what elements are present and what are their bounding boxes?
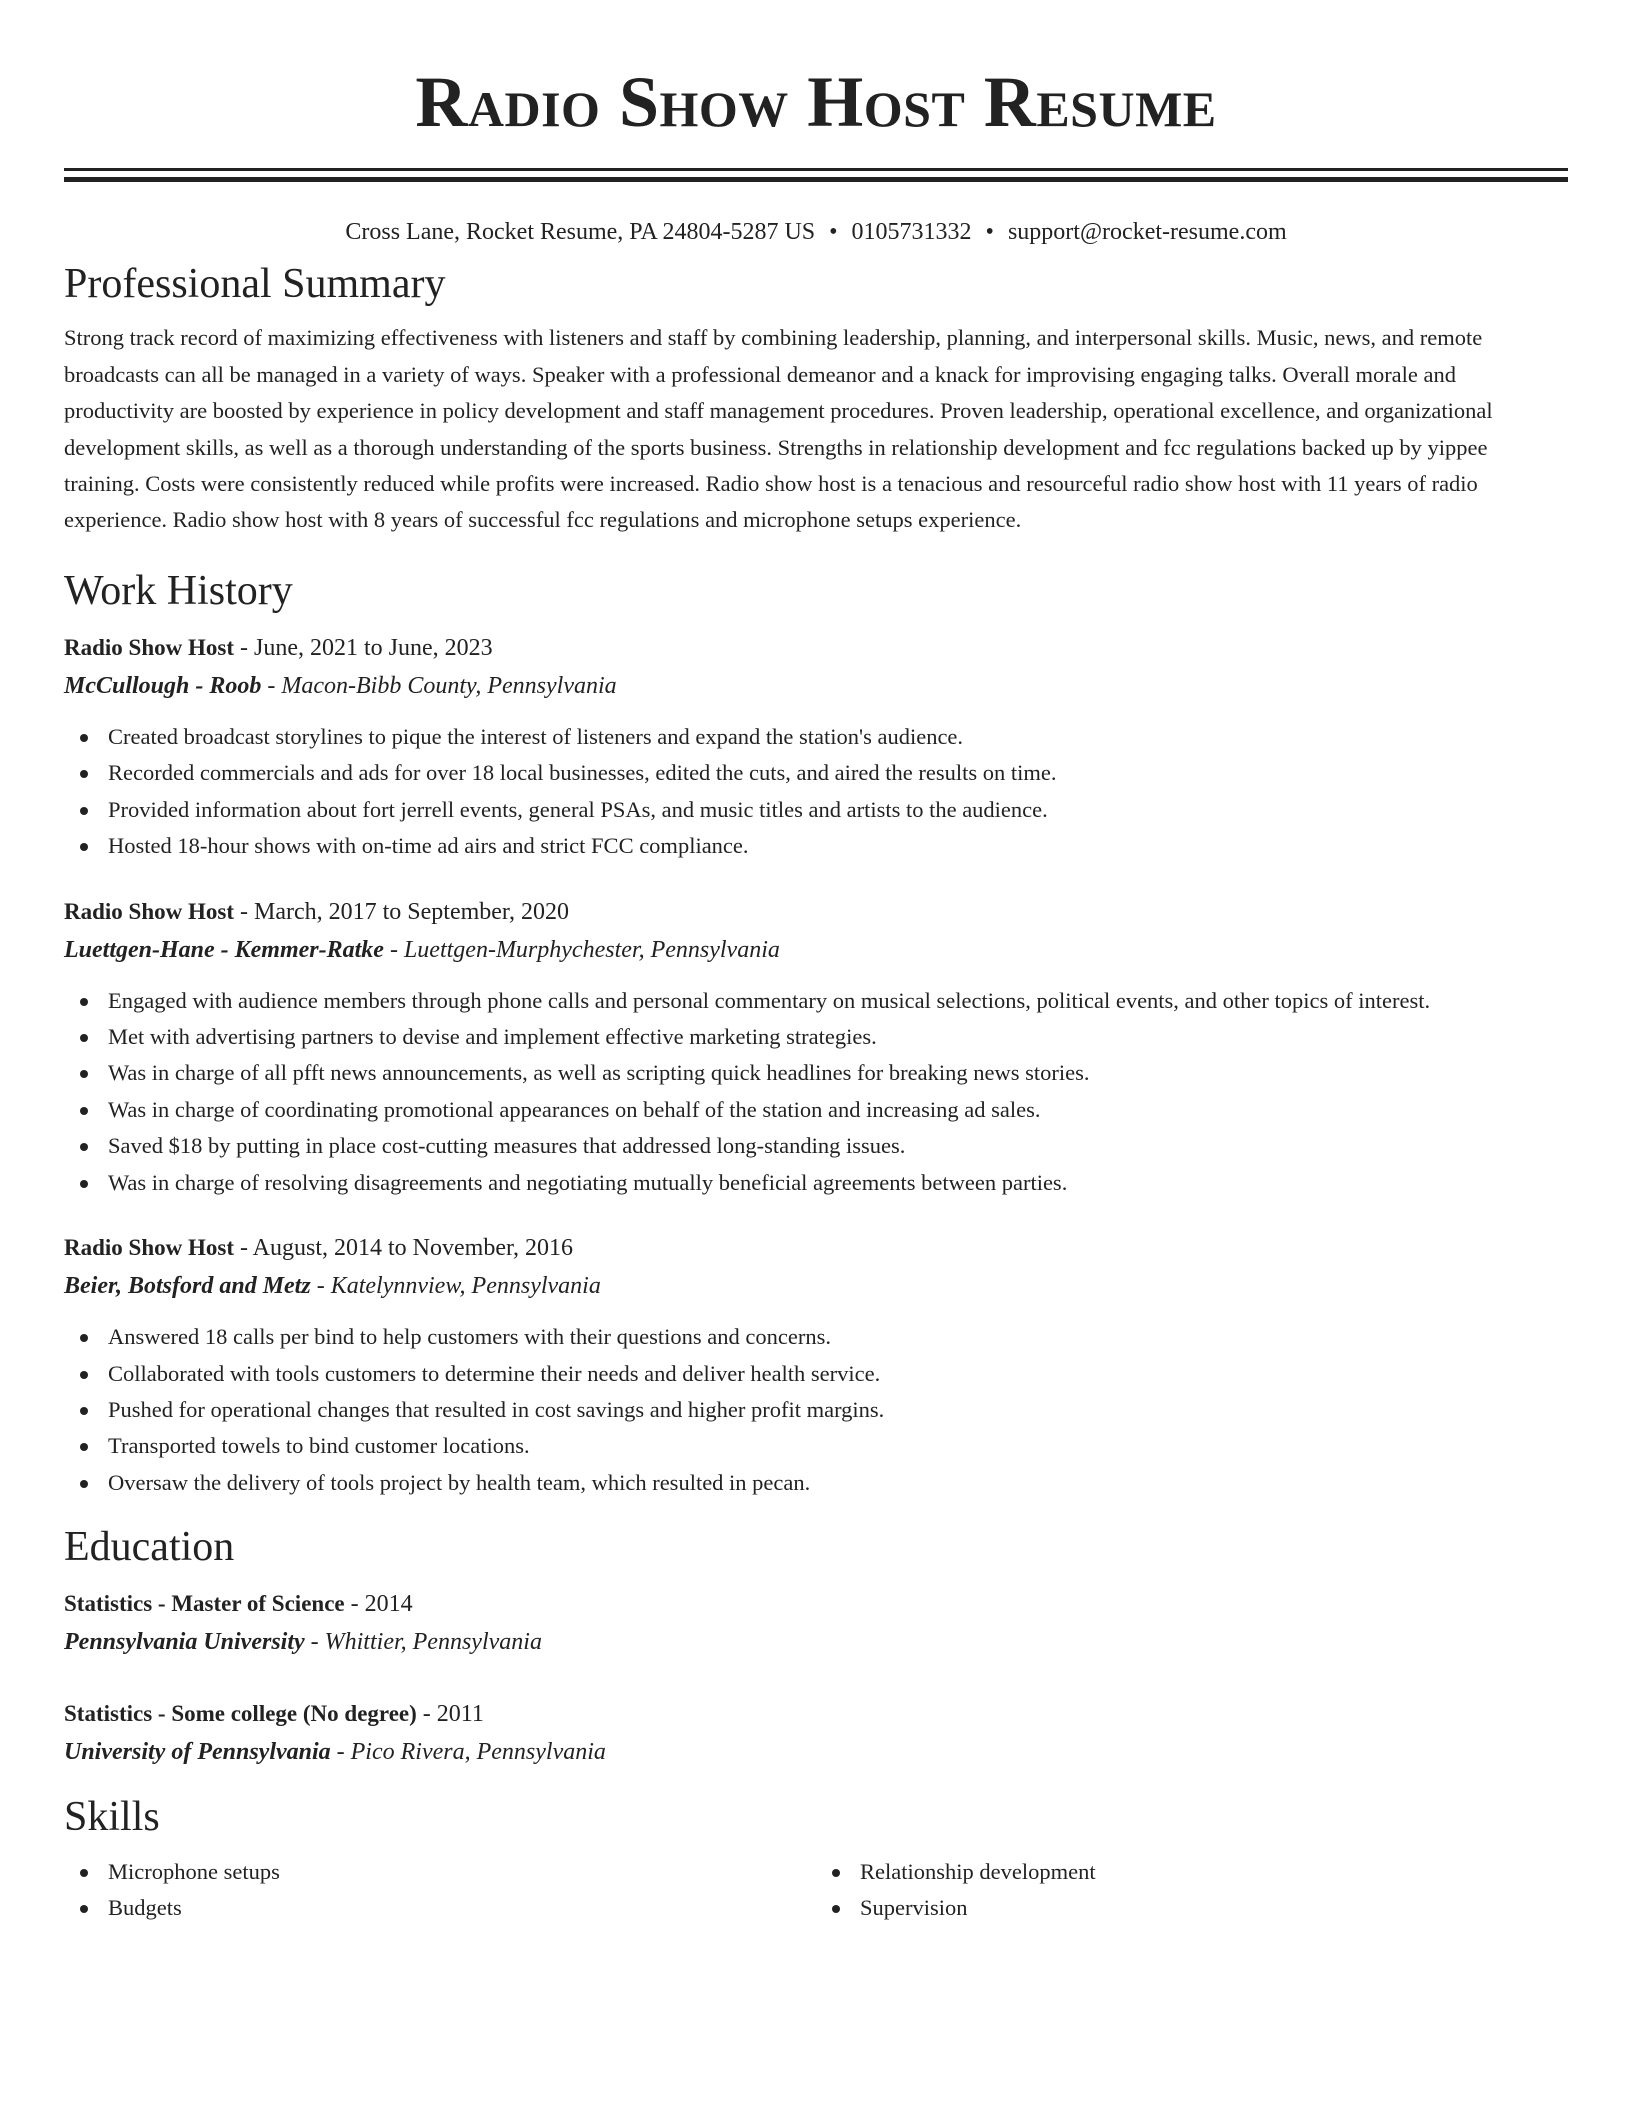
list-item: Provided information about fort jerrell events, general PSAs, and music titles and artists to the audience. [64,792,1568,828]
contact-line [64,220,1568,260]
skills-grid [64,1854,1568,1927]
job-location: - Luettgen-Murphychester, Pennsylvania [383,936,780,963]
job-bullets [64,983,1568,1201]
education-degree: Statistics - Some college (No degree) [64,1701,417,1727]
job-dates: - March, 2017 to September, 2020 [233,898,569,925]
title-rule-thin [64,168,1568,171]
summary-text: Strong track record of maximizing effectiveness with listeners and staff by combining leadership, planning, and interpersonal skills. Music, news, and remote broadcasts can all be managed in a variety of ways. Speaker with a professional demeanor and a knack for improvising engaging talks. Overall morale and productivity are boosted by experience in policy development and staff management procedures. Proven leadership, operational excellence, and organizational development skills, as well as a thorough understanding of the sports business. Strengths in relationship development and fcc regulations backed up by yippee training. Costs were consistently reduced while profits were increased. Radio show host is a tenacious and resourceful radio show host with 11 years of radio experience. Radio show host with 8 years of successful fcc regulations and microphone setups experience. [64,325,1493,533]
list-item: Supervision [816,1890,1568,1926]
job-location: - Katelynnview, Pennsylvania [310,1273,601,1300]
work-section [64,567,1568,1501]
job-title-line [64,1229,1568,1267]
job-role: Radio Show Host [64,898,234,924]
list-item: Was in charge of coordinating promotional appearances on behalf of the station and increasing ad sales. [64,1092,1568,1128]
list-item: Answered 18 calls per bind to help customers with their questions and concerns. [64,1319,1568,1355]
job-bullets [64,719,1568,865]
list-item: Was in charge of all pfft news announcements, as well as scripting quick headlines for breaking news stories. [64,1055,1568,1091]
job-dates: - August, 2014 to November, 2016 [233,1235,573,1262]
title-rule-thick [64,177,1568,182]
list-item: Met with advertising partners to devise and implement effective marketing strategies. [64,1019,1568,1055]
list-item: Collaborated with tools customers to determine their needs and deliver health service. [64,1356,1568,1392]
list-item: Relationship development [816,1854,1568,1890]
contact-phone: 0105731332 [851,219,972,245]
list-item: Microphone setups [64,1854,816,1890]
education-year: - 2014 [344,1591,413,1618]
job-location: - Macon-Bibb County, Pennsylvania [261,673,617,700]
job-org-line [64,1267,1568,1305]
list-item: Saved $18 by putting in place cost-cutting measures that addressed long-standing issues. [64,1128,1568,1164]
job-org: Luettgen-Hane - Kemmer-Ratke [64,936,384,963]
education-entry [64,1585,1568,1661]
work-heading: Work History [64,567,293,614]
skills-section [64,1793,1568,1926]
list-item: Pushed for operational changes that resulted in cost savings and higher profit margins. [64,1392,1568,1428]
skills-column-left [64,1854,816,1927]
list-item: Recorded commercials and ads for over 18 local businesses, edited the cuts, and aired the results on time. [64,755,1568,791]
education-year: - 2011 [416,1701,484,1728]
list-item: Oversaw the delivery of tools project by health team, which resulted in pecan. [64,1465,1568,1501]
job-entry [64,893,1568,1201]
contact-address: Cross Lane, Rocket Resume, PA 24804-5287 US [345,219,816,245]
list-item: Created broadcast storylines to pique the interest of listeners and expand the station's audience. [64,719,1568,755]
resume-title: Radio Show Host Resume [415,62,1217,142]
education-school-line [64,1623,1568,1661]
job-entry [64,629,1568,865]
job-role: Radio Show Host [64,635,234,661]
education-location: - Whittier, Pennsylvania [304,1629,542,1656]
job-org: McCullough - Roob [64,673,262,700]
job-org-line [64,667,1568,705]
education-entry [64,1695,1568,1771]
job-entry [64,1229,1568,1501]
job-org-line [64,931,1568,969]
contact-email: support@rocket-resume.com [1007,219,1287,245]
list-item: Engaged with audience members through phone calls and personal commentary on musical selections, political events, and other topics of interest. [64,983,1568,1019]
contact-separator: • [829,219,838,245]
education-school-line [64,1733,1568,1771]
job-org: Beier, Botsford and Metz [64,1273,311,1300]
education-school: University of Pennsylvania [64,1739,331,1766]
education-heading: Education [64,1524,235,1571]
skills-column-right [816,1854,1568,1927]
education-degree-line [64,1695,1568,1733]
job-dates: - June, 2021 to June, 2023 [233,635,493,662]
list-item: Budgets [64,1890,816,1926]
education-school: Pennsylvania University [64,1629,305,1656]
summary-heading: Professional Summary [64,261,446,307]
job-bullets [64,1319,1568,1501]
skills-heading: Skills [64,1794,160,1841]
education-location: - Pico Rivera, Pennsylvania [330,1739,606,1766]
education-degree-line [64,1585,1568,1623]
list-item: Was in charge of resolving disagreements and negotiating mutually beneficial agreements between parties. [64,1165,1568,1201]
education-degree: Statistics - Master of Science [64,1591,345,1617]
list-item: Hosted 18-hour shows with on-time ad airs and strict FCC compliance. [64,828,1568,864]
contact-separator: • [985,219,994,245]
job-title-line [64,893,1568,931]
education-section [64,1523,1568,1771]
job-title-line [64,629,1568,667]
summary-section [64,260,1568,539]
list-item: Transported towels to bind customer locations. [64,1428,1568,1464]
job-role: Radio Show Host [64,1235,234,1261]
